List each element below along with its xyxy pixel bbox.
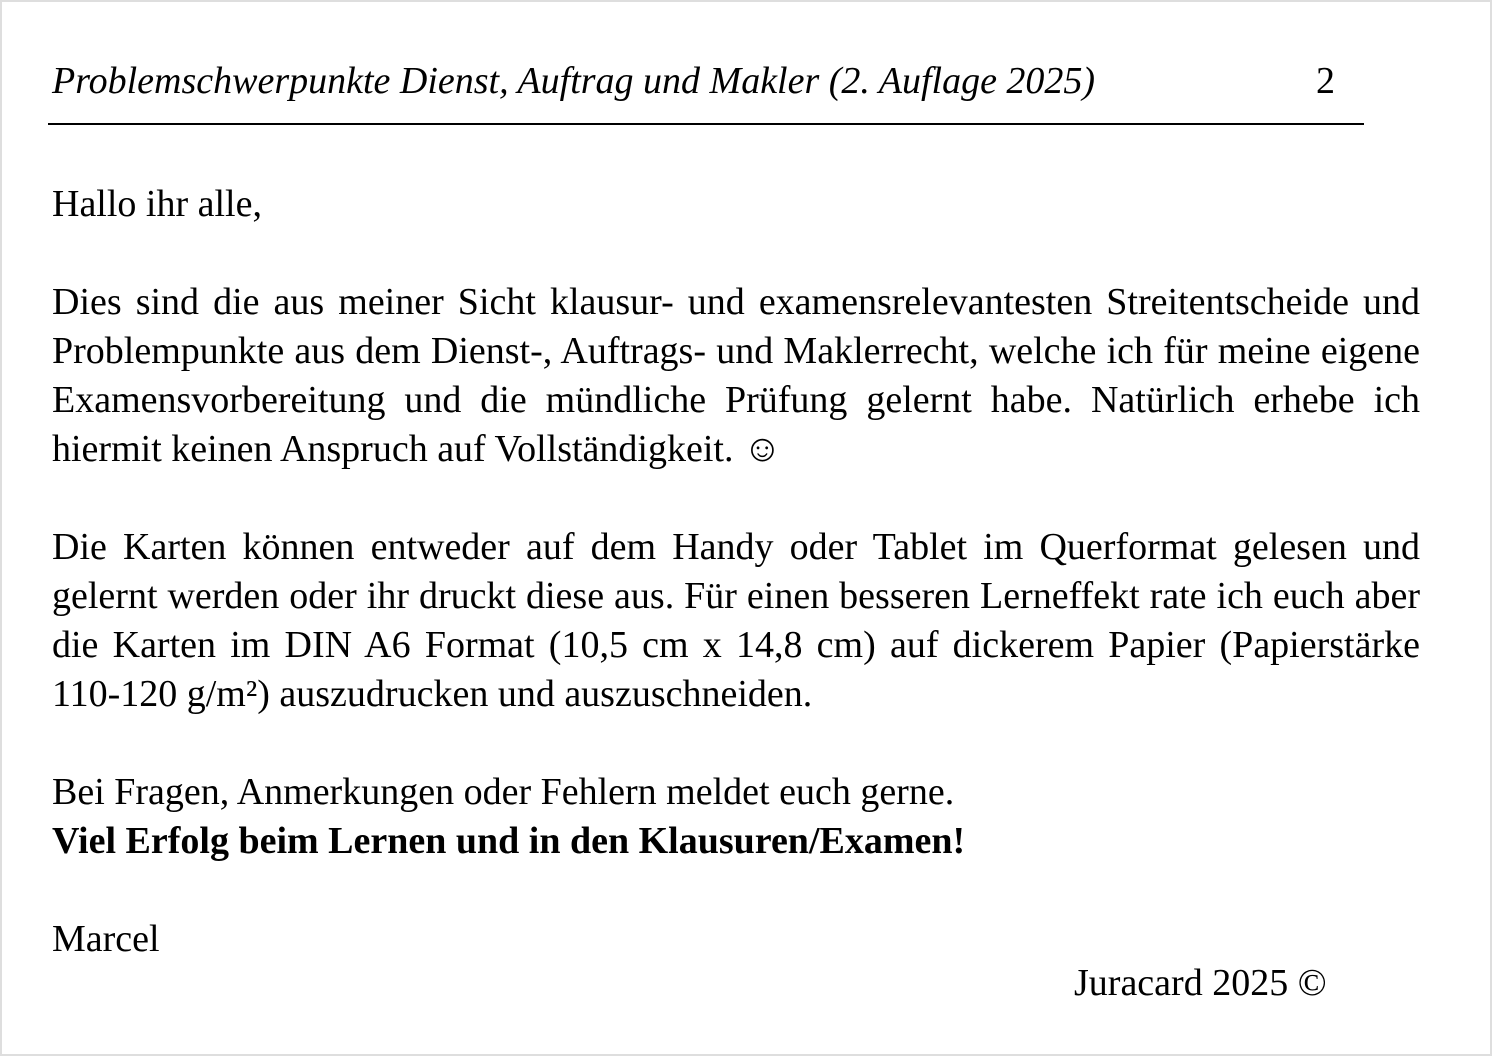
- closing-line: Viel Erfolg beim Lernen und in den Klausuren/Examen!: [52, 820, 966, 862]
- header-divider: [48, 123, 1364, 125]
- printing-paragraph: Die Karten können entweder auf dem Handy oder Tablet im Querformat gelesen und gelernt werden oder ihr druckt diese aus. Für einen besseren Lerneffekt rate ich euch aber die Karten im DIN A6 Format (10,5 cm x 14,8 cm) auf dickerem Papier (Papierstärke 110-120 g/m²) auszudrucken und auszuschneiden.: [52, 526, 1420, 715]
- header-title: Problemschwerpunkte Dienst, Auftrag und Makler (2. Auflage 2025): [52, 60, 1096, 102]
- questions-line: Bei Fragen, Anmerkungen oder Fehlern meldet euch gerne.: [52, 771, 955, 813]
- intro-paragraph: Dies sind die aus meiner Sicht klausur- und examensrelevantesten Streitentscheide und Problempunkte aus dem Dienst-, Auftrags- und Maklerrecht, welche ich für meine eigene Examensvorbereitung und die mündliche Prüfung gelernt habe. Natürlich erhebe ich hiermit keinen Anspruch auf Vollständigkeit. ☺: [52, 281, 1420, 470]
- footer-copyright: Juracard 2025 ©: [1074, 962, 1327, 1004]
- signature: Marcel: [52, 918, 160, 960]
- greeting: Hallo ihr alle,: [52, 183, 262, 225]
- page-number: 2: [1316, 60, 1335, 102]
- letter-body: [52, 180, 1420, 964]
